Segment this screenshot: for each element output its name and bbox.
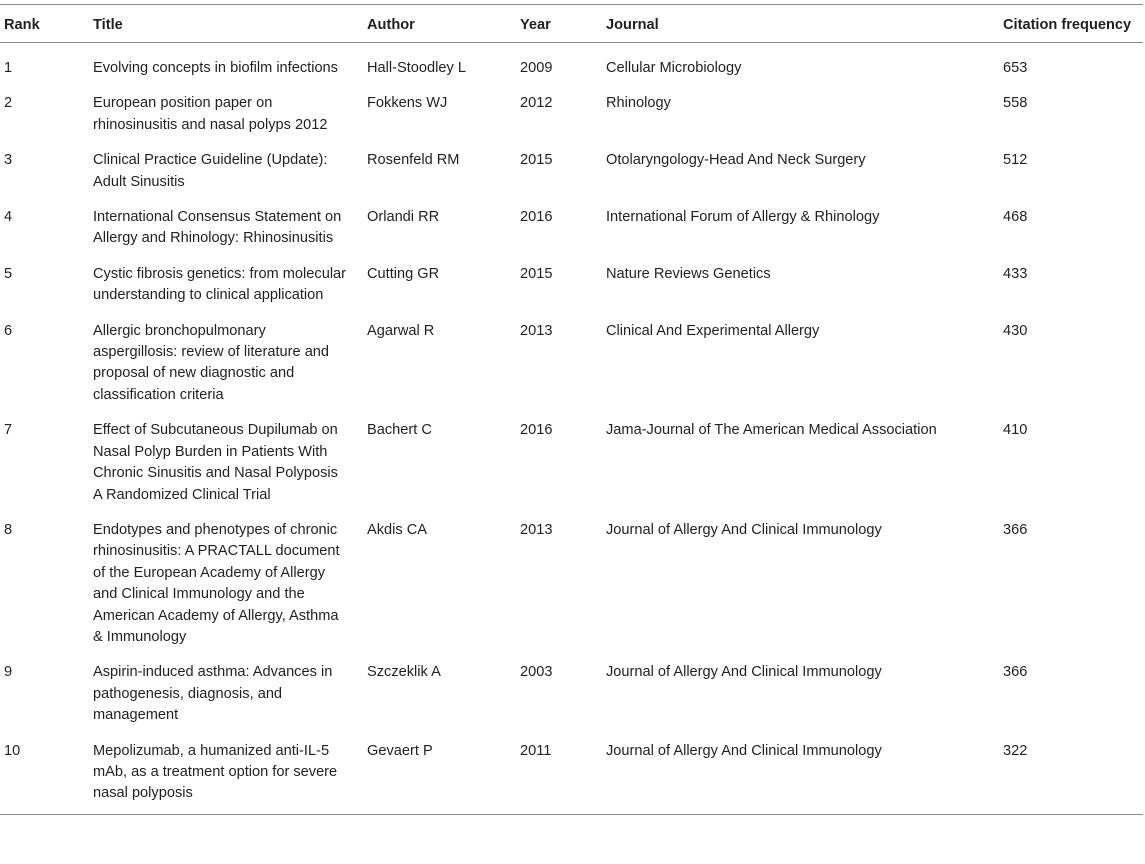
cell-citation-frequency: 653 bbox=[1003, 60, 1028, 76]
cell-rank: 1 bbox=[4, 60, 13, 76]
cell-title: International Consensus Statement on Allergy and Rhinology: Rhinosinusitis bbox=[93, 209, 342, 247]
cell-citation-frequency: 366 bbox=[1003, 521, 1028, 538]
cell-journal: Cellular Microbiology bbox=[606, 60, 742, 76]
cell-author: Rosenfeld RM bbox=[367, 152, 460, 169]
cell-journal: Clinical And Experimental Allergy bbox=[606, 322, 820, 339]
cell-rank: 3 bbox=[4, 152, 13, 169]
cell-rank: 2 bbox=[4, 95, 13, 112]
table-body bbox=[0, 43, 1143, 815]
cell-citation-frequency: 468 bbox=[1003, 209, 1028, 226]
table-row bbox=[0, 652, 1143, 730]
cell-year: 2013 bbox=[520, 322, 553, 339]
cell-author: Szczeklik A bbox=[367, 664, 441, 681]
cell-title: Evolving concepts in biofilm infections bbox=[93, 60, 338, 76]
cell-title: Aspirin-induced asthma: Advances in pathogenesis, diagnosis, and management bbox=[93, 664, 333, 724]
header-rank: Rank bbox=[4, 17, 40, 33]
cell-rank: 6 bbox=[4, 322, 13, 339]
cell-title: Cystic fibrosis genetics: from molecular understanding to clinical application bbox=[93, 265, 347, 304]
header-title: Title bbox=[93, 17, 123, 33]
cell-year: 2012 bbox=[520, 95, 553, 112]
cell-title: Allergic bronchopulmonary aspergillosis: review of literature and proposal of new diagnostic and classification criteria bbox=[93, 322, 330, 403]
cell-citation-frequency: 433 bbox=[1003, 265, 1028, 282]
cell-rank: 7 bbox=[4, 422, 13, 439]
header-author: Author bbox=[367, 17, 415, 33]
cell-author: Bachert C bbox=[367, 422, 432, 439]
cell-journal: Journal of Allergy And Clinical Immunology bbox=[606, 664, 882, 681]
cell-journal: Journal of Allergy And Clinical Immunology bbox=[606, 742, 882, 759]
cell-journal: Nature Reviews Genetics bbox=[606, 265, 771, 282]
header-citation-frequency: Citation frequency bbox=[1003, 17, 1132, 33]
table-row bbox=[0, 311, 1143, 411]
cell-author: Agarwal R bbox=[367, 322, 435, 339]
cell-journal: Jama-Journal of The American Medical Association bbox=[606, 422, 937, 439]
cell-title: Effect of Subcutaneous Dupilumab on Nasal Polyp Burden in Patients With Chronic Sinusitis and Nasal Polyposis A Randomized Clinical Trial bbox=[93, 422, 338, 503]
cell-citation-frequency: 512 bbox=[1003, 152, 1028, 169]
table-row bbox=[0, 197, 1143, 254]
cell-year: 2015 bbox=[520, 265, 553, 282]
citation-table bbox=[0, 4, 1143, 815]
table-header bbox=[0, 5, 1143, 43]
cell-title: Mepolizumab, a humanized anti-IL-5 mAb, as a treatment option for severe nasal polyposis bbox=[93, 742, 338, 802]
cell-year: 2011 bbox=[520, 742, 552, 759]
cell-rank: 10 bbox=[4, 742, 21, 759]
cell-journal: Rhinology bbox=[606, 95, 671, 112]
cell-journal: International Forum of Allergy & Rhinology bbox=[606, 209, 880, 226]
cell-year: 2016 bbox=[520, 422, 553, 439]
cell-year: 2013 bbox=[520, 521, 553, 538]
cell-author: Hall-Stoodley L bbox=[367, 60, 466, 76]
cell-citation-frequency: 558 bbox=[1003, 95, 1028, 112]
cell-journal: Otolaryngology-Head And Neck Surgery bbox=[606, 152, 866, 169]
table-row bbox=[0, 410, 1143, 510]
cell-author: Cutting GR bbox=[367, 265, 440, 282]
cell-title: Endotypes and phenotypes of chronic rhinosinusitis: A PRACTALL document of the European Academy of Allergy and Clinical Immunology and the American Academy of Allergy, Asthma & Immunology bbox=[93, 521, 340, 645]
cell-year: 2016 bbox=[520, 209, 553, 226]
cell-citation-frequency: 410 bbox=[1003, 422, 1028, 439]
table-row bbox=[0, 510, 1143, 652]
cell-rank: 9 bbox=[4, 664, 13, 681]
table-row bbox=[0, 140, 1143, 197]
table-row bbox=[0, 43, 1143, 84]
header-row bbox=[0, 5, 1143, 43]
cell-year: 2003 bbox=[520, 664, 553, 681]
cell-year: 2009 bbox=[520, 60, 553, 76]
header-year: Year bbox=[520, 17, 551, 33]
cell-year: 2015 bbox=[520, 152, 553, 169]
cell-title: European position paper on rhinosinusitis and nasal polyps 2012 bbox=[93, 95, 328, 133]
cell-rank: 8 bbox=[4, 521, 13, 538]
cell-citation-frequency: 322 bbox=[1003, 742, 1028, 759]
cell-author: Akdis CA bbox=[367, 521, 428, 538]
cell-citation-frequency: 430 bbox=[1003, 322, 1028, 339]
table-row bbox=[0, 731, 1143, 815]
cell-author: Gevaert P bbox=[367, 742, 433, 759]
cell-rank: 5 bbox=[4, 265, 13, 282]
cell-author: Fokkens WJ bbox=[367, 95, 448, 112]
cell-citation-frequency: 366 bbox=[1003, 664, 1028, 681]
header-journal: Journal bbox=[606, 17, 659, 33]
table-row bbox=[0, 83, 1143, 140]
cell-rank: 4 bbox=[4, 209, 13, 226]
cell-journal: Journal of Allergy And Clinical Immunology bbox=[606, 521, 882, 538]
cell-title: Clinical Practice Guideline (Update): Adult Sinusitis bbox=[93, 152, 328, 190]
cell-author: Orlandi RR bbox=[367, 209, 440, 226]
table-row bbox=[0, 254, 1143, 311]
